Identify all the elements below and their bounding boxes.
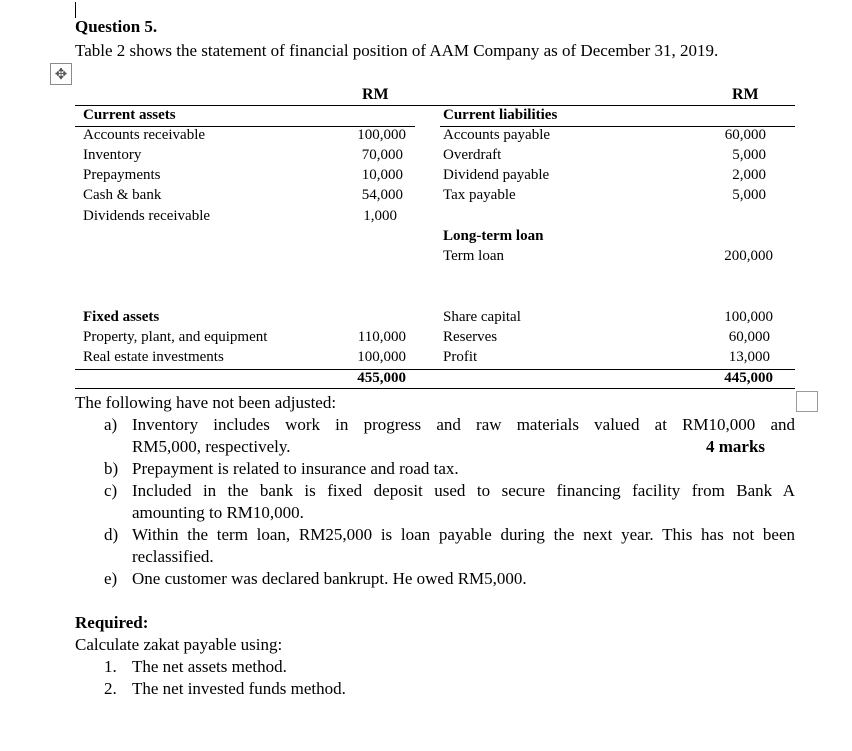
marks-label: 4 marks (706, 437, 766, 456)
asset-label: Prepayments (83, 167, 161, 183)
total-liabilities-equity: 445,000 (724, 370, 773, 386)
term-loan-value: 200,000 (724, 248, 773, 264)
liability-label: Tax payable (443, 187, 516, 203)
current-assets-heading: Current assets (83, 107, 176, 123)
liability-value: 60,000 (724, 127, 766, 143)
liability-value: 5,000 (732, 147, 766, 163)
required-marker: 2. (104, 679, 117, 698)
long-term-loan-heading: Long-term loan (443, 228, 544, 244)
adjustment-a-line1: Inventory includes work in progress and raw materials valued at RM10,000 and (132, 415, 795, 434)
table-resize-handle[interactable] (796, 391, 818, 412)
asset-value: 1,000 (363, 208, 397, 224)
adjustment-c-line2: amounting to RM10,000. (132, 503, 304, 522)
total-top-rule (75, 369, 795, 370)
adjustment-e: One customer was declared bankrupt. He owed RM5,000. (132, 569, 527, 588)
adjustment-b: Prepayment is related to insurance and road tax. (132, 459, 459, 478)
item-marker: d) (104, 525, 119, 544)
text-cursor (75, 2, 76, 18)
item-marker: b) (104, 459, 119, 478)
fixed-asset-label: Real estate investments (83, 349, 224, 365)
liability-label: Dividend payable (443, 167, 550, 183)
equity-value: 100,000 (724, 309, 773, 325)
total-assets: 455,000 (357, 370, 406, 386)
required-item-net-invested-funds: The net invested funds method. (132, 679, 346, 698)
equity-label: Share capital (443, 309, 521, 325)
asset-label: Inventory (83, 147, 142, 163)
term-loan-label: Term loan (443, 248, 505, 264)
currency-header-left: RM (362, 86, 389, 103)
fixed-assets-heading: Fixed assets (83, 309, 160, 325)
table-move-handle-icon[interactable]: ✥ (50, 63, 72, 85)
liability-value: 5,000 (732, 187, 766, 203)
required-marker: 1. (104, 657, 117, 676)
liability-value: 2,000 (732, 167, 766, 183)
required-instruction: Calculate zakat payable using: (75, 635, 283, 654)
currency-header-right: RM (732, 86, 759, 103)
total-bottom-rule (75, 388, 795, 389)
asset-value: 54,000 (361, 187, 403, 203)
asset-label: Dividends receivable (83, 208, 211, 224)
fixed-asset-value: 110,000 (357, 329, 406, 345)
asset-value: 100,000 (357, 127, 406, 143)
asset-value: 10,000 (361, 167, 403, 183)
equity-label: Profit (443, 349, 478, 365)
adjustment-a-line2: RM5,000, respectively. (132, 437, 291, 456)
fixed-asset-label: Property, plant, and equipment (83, 329, 268, 345)
current-liabilities-heading: Current liabilities (443, 107, 558, 123)
equity-value: 13,000 (728, 349, 770, 365)
table-top-rule (75, 105, 795, 106)
fixed-asset-value: 100,000 (357, 349, 406, 365)
equity-label: Reserves (443, 329, 498, 345)
asset-value: 70,000 (361, 147, 403, 163)
adjustments-heading: The following have not been adjusted: (75, 393, 337, 412)
adjustment-d-line2: reclassified. (132, 547, 214, 566)
adjustment-c-line1: Included in the bank is fixed deposit used to secure financing facility from Bank A (132, 481, 795, 500)
asset-label: Cash & bank (83, 187, 162, 203)
asset-label: Accounts receivable (83, 127, 206, 143)
item-marker: c) (104, 481, 118, 500)
liability-label: Accounts payable (443, 127, 551, 143)
item-marker: a) (104, 415, 118, 434)
item-marker: e) (104, 569, 118, 588)
required-item-net-assets: The net assets method. (132, 657, 287, 676)
adjustment-d-line1: Within the term loan, RM25,000 is loan payable during the next year. This has not been (132, 525, 795, 544)
required-heading: Required: (75, 613, 149, 632)
question-intro: Table 2 shows the statement of financial position of AAM Company as of December 31, 2019. (75, 41, 719, 60)
liability-label: Overdraft (443, 147, 502, 163)
equity-value: 60,000 (728, 329, 770, 345)
question-title: Question 5. (75, 17, 158, 36)
